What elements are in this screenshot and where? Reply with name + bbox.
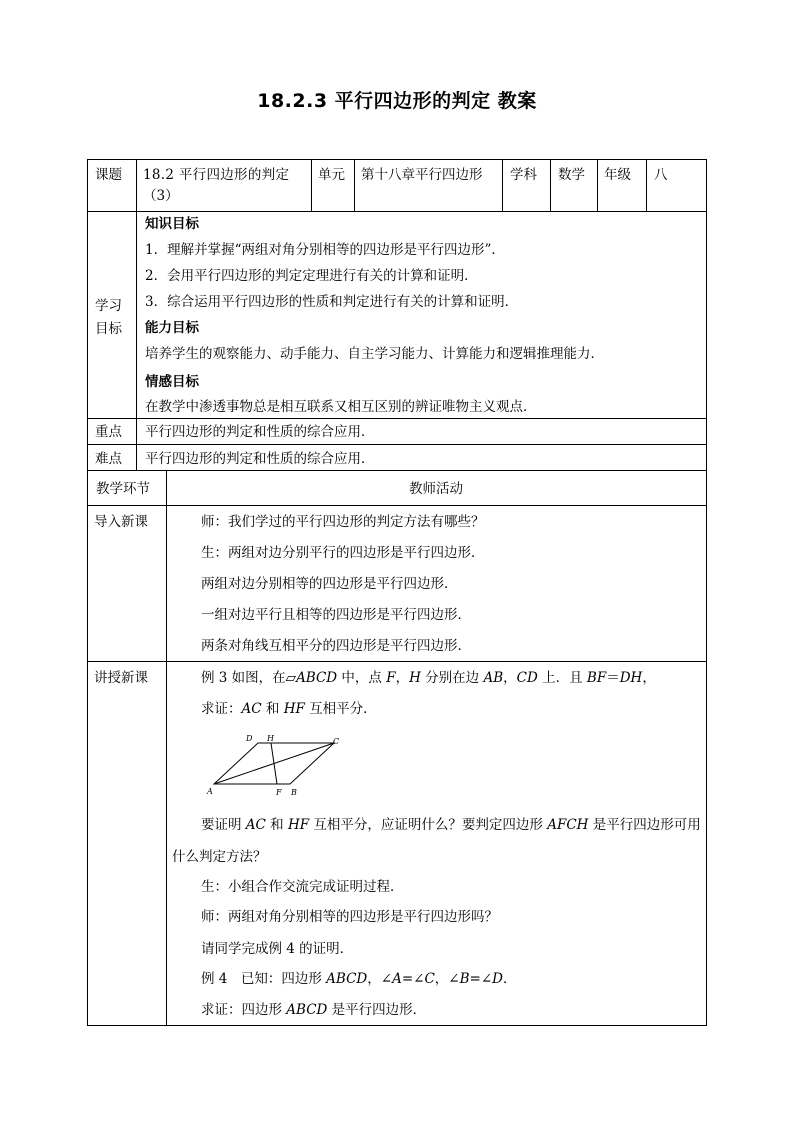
knowledge-item: 1．理解并掌握“两组对角分别相等的四边形是平行四边形”． bbox=[145, 242, 505, 258]
lesson-topic-part: （3） bbox=[143, 188, 179, 204]
emotion-heading: 情感目标 bbox=[145, 374, 199, 390]
example-4-intro: 请同学完成例 4 的证明． bbox=[201, 941, 354, 957]
objectives-label-line1: 学习 bbox=[95, 298, 122, 314]
key-point-label: 重点 bbox=[95, 424, 122, 440]
question-line-1: 要证明 AC 和 HF 互相平分，应证明什么？要判定四边形 AFCH 是平行四边形可用 bbox=[201, 817, 701, 833]
discipline-label: 学科 bbox=[510, 167, 537, 183]
discipline-value: 数学 bbox=[558, 167, 585, 183]
segment-hf bbox=[271, 743, 277, 784]
emotion-text: 在教学中渗透事物总是相互联系又相互区别的辨证唯物主义观点． bbox=[145, 399, 537, 415]
example-3-prove: 求证：AC 和 HF 互相平分． bbox=[201, 701, 377, 717]
example-3-statement: 例 3 如图，在▱ABCD 中，点 F，H 分别在边 AB，CD 上．且 BF＝DH， bbox=[201, 670, 656, 686]
point-label-h: H bbox=[267, 734, 274, 743]
grade-value: 八 bbox=[654, 167, 668, 183]
teacher-question: 师：两组对角分别相等的四边形是平行四边形吗？ bbox=[201, 909, 498, 925]
stage-column-header: 教学环节 bbox=[96, 481, 150, 497]
unit-value: 第十八章平行四边形 bbox=[361, 167, 483, 183]
ability-heading: 能力目标 bbox=[145, 320, 199, 336]
unit-label: 单元 bbox=[318, 167, 345, 183]
parallelogram-symbol: ▱ bbox=[285, 670, 297, 686]
teacher-activity-column-header: 教师活动 bbox=[409, 481, 463, 497]
lesson-topic: 18.2 平行四边形的判定 bbox=[143, 167, 290, 183]
student-response: 生：小组合作交流完成证明过程． bbox=[201, 879, 404, 895]
difficulty-label: 难点 bbox=[95, 451, 122, 467]
intro-line: 两组对边分别相等的四边形是平行四边形． bbox=[201, 576, 458, 592]
objectives-label-line2: 目标 bbox=[95, 321, 122, 337]
difficulty-text: 平行四边形的判定和性质的综合应用． bbox=[145, 451, 375, 467]
intro-line: 一组对边平行且相等的四边形是平行四边形． bbox=[201, 607, 471, 623]
subject-label: 课题 bbox=[95, 167, 122, 183]
example-4-statement: 例 4 已知：四边形 ABCD，∠A=∠C，∠B=∠D． bbox=[201, 971, 517, 987]
key-point-text: 平行四边形的判定和性质的综合应用． bbox=[145, 424, 375, 440]
knowledge-item: 3．综合运用平行四边形的性质和判定进行有关的计算和证明． bbox=[145, 294, 519, 310]
example-4-prove: 求证：四边形 ABCD 是平行四边形． bbox=[201, 1002, 427, 1018]
vertex-label-a: A bbox=[207, 787, 213, 796]
point-label-f: F bbox=[276, 788, 282, 797]
vertex-label-b: B bbox=[291, 788, 297, 797]
document-title: 18.2.3 平行四边形的判定 教案 bbox=[257, 90, 537, 112]
intro-label: 导入新课 bbox=[94, 514, 148, 530]
intro-line: 生：两组对边分别平行的四边形是平行四边形． bbox=[201, 545, 485, 561]
ability-text: 培养学生的观察能力、动手能力、自主学习能力、计算能力和逻辑推理能力． bbox=[145, 346, 604, 362]
knowledge-heading: 知识目标 bbox=[145, 216, 199, 232]
grade-label: 年级 bbox=[604, 167, 631, 183]
vertex-label-c: C bbox=[333, 737, 340, 746]
question-line-2: 什么判定方法？ bbox=[172, 849, 267, 865]
intro-line: 师：我们学过的平行四边形的判定方法有哪些？ bbox=[201, 514, 485, 530]
parallelogram-figure bbox=[200, 728, 350, 800]
lecture-label: 讲授新课 bbox=[94, 670, 148, 686]
vertex-label-d: D bbox=[246, 734, 253, 743]
knowledge-item: 2．会用平行四边形的判定定理进行有关的计算和证明． bbox=[145, 268, 478, 284]
intro-line: 两条对角线互相平分的四边形是平行四边形． bbox=[201, 638, 471, 654]
